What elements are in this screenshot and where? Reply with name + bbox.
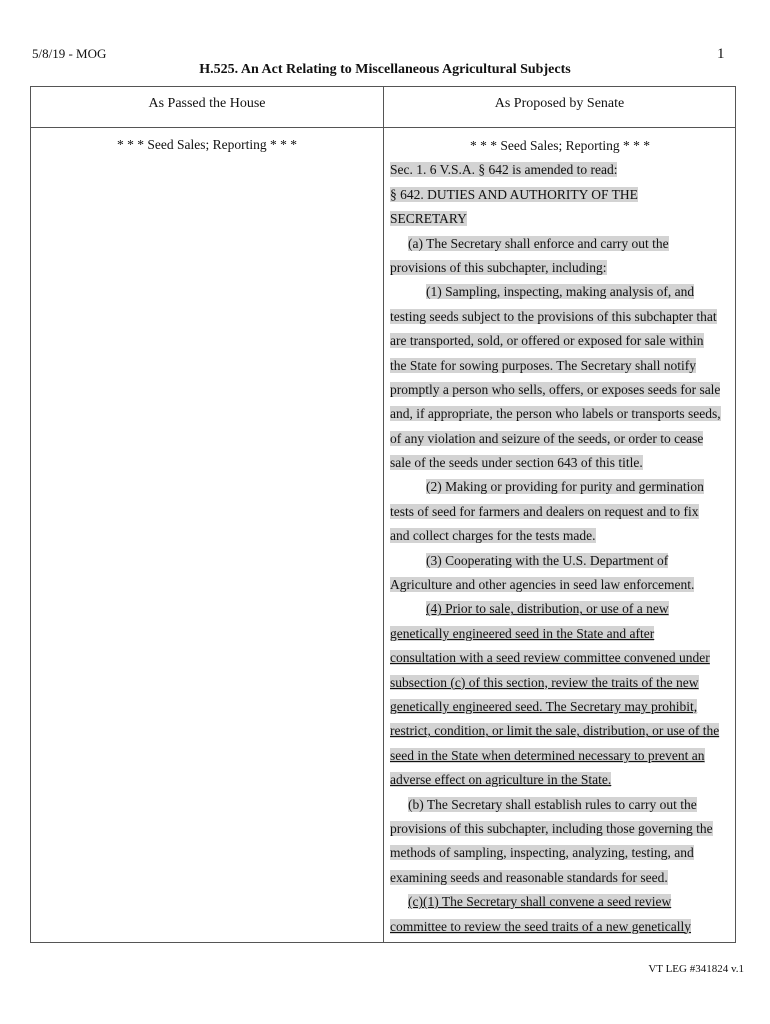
senate-text-span: Sec. 1. 6 V.S.A. § 642 is amended to read: [390,162,618,178]
senate-text-span: and collect charges for the tests made. [390,528,596,544]
senate-text-line [390,402,730,426]
senate-text-line [390,768,730,792]
senate-text-span: methods of sampling, inspecting, analyzing, testing, and [390,845,694,861]
senate-text-span: testing seeds subject to the provisions of this subchapter that [390,308,717,324]
senate-text-line [390,451,730,475]
senate-text-span: (2) Making or providing for purity and germination [426,479,704,495]
senate-text-span: subsection (c) of this section, review the traits of the new [390,674,699,690]
senate-text-line [390,915,730,939]
senate-text-span: (4) Prior to sale, distribution, or use of a new [426,601,669,617]
right-column-header: As Proposed by Senate [494,96,625,111]
senate-text-line [390,378,730,402]
senate-text-line [390,573,730,597]
senate-text-line [390,232,730,256]
senate-text-span: (a) The Secretary shall enforce and carry out the [408,235,669,251]
left-column-header: As Passed the House [148,96,266,111]
senate-text-line [390,329,730,353]
page-number: 1 [717,46,725,62]
senate-text-span: of any violation and seizure of the seeds, or order to cease [390,430,704,446]
senate-text-span: Agriculture and other agencies in seed law enforcement. [390,577,695,593]
senate-text-line [390,597,730,621]
senate-text-span: adverse effect on agriculture in the State. [390,772,612,788]
senate-text-span: (3) Cooperating with the U.S. Department of [426,552,669,568]
senate-text-line [390,207,730,231]
senate-text-line [390,183,730,207]
right-column-text [390,134,730,939]
senate-text-line [390,671,730,695]
senate-text-span: restrict, condition, or limit the sale, distribution, or use of the [390,723,720,739]
senate-text-line [390,158,730,182]
senate-text-span: are transported, sold, or offered or exposed for sale within [390,333,704,349]
senate-text-span: § 642. DUTIES AND AUTHORITY OF THE [390,186,638,202]
senate-text-line [390,354,730,378]
senate-text-span: genetically engineered seed. The Secretary may prohibit, [390,698,698,714]
senate-text-line [390,622,730,646]
senate-text-span: tests of seed for farmers and dealers on request and to fix [390,503,699,519]
senate-text-line [390,890,730,914]
senate-text-line [390,134,730,158]
document-date: 5/8/19 - MOG [32,46,107,61]
senate-text-line [390,500,730,524]
senate-text-span: (b) The Secretary shall establish rules to carry out the [408,796,697,812]
senate-text-span: sale of the seeds under section 643 of this title. [390,455,643,471]
senate-text-span: (c)(1) The Secretary shall convene a seed review [408,894,672,910]
senate-text-line [390,866,730,890]
senate-text-line [390,280,730,304]
senate-text-span: seed in the State when determined necessary to prevent an [390,747,705,763]
document-id: VT LEG #341824 v.1 [648,963,744,975]
senate-text-span: genetically engineered seed in the State and after [390,625,655,641]
senate-text-line [390,646,730,670]
column-divider [383,87,384,942]
senate-text-span: provisions of this subchapter, including: [390,259,607,275]
senate-text-line [390,256,730,280]
senate-text-line [390,841,730,865]
senate-text-line [390,305,730,329]
senate-text-line [390,475,730,499]
senate-text-span: consultation with a seed review committee convened under [390,650,710,666]
senate-text-line [390,744,730,768]
senate-text-line [390,427,730,451]
senate-text-span: examining seeds and reasonable standards for seed. [390,869,668,885]
document-title: H.525. An Act Relating to Miscellaneous Agricultural Subjects [199,62,571,77]
left-column-text: * * * Seed Sales; Reporting * * * [117,137,297,152]
senate-text-span: committee to review the seed traits of a new genetically [390,918,692,934]
senate-text-span: provisions of this subchapter, including those governing the [390,820,713,836]
senate-text-span: the State for sowing purposes. The Secretary shall notify [390,357,697,373]
senate-text-span: * * * Seed Sales; Reporting * * * [470,138,650,153]
senate-text-line [390,719,730,743]
senate-text-line [390,695,730,719]
senate-text-line [390,524,730,548]
senate-text-span: promptly a person who sells, offers, or exposes seeds for sale [390,381,721,397]
comparison-table [30,86,736,943]
senate-text-span: (1) Sampling, inspecting, making analysis of, and [426,284,695,300]
senate-text-span: SECRETARY [390,211,467,227]
senate-text-span: and, if appropriate, the person who labels or transports seeds, [390,406,721,422]
senate-text-line [390,817,730,841]
senate-text-line [390,549,730,573]
senate-text-line [390,793,730,817]
